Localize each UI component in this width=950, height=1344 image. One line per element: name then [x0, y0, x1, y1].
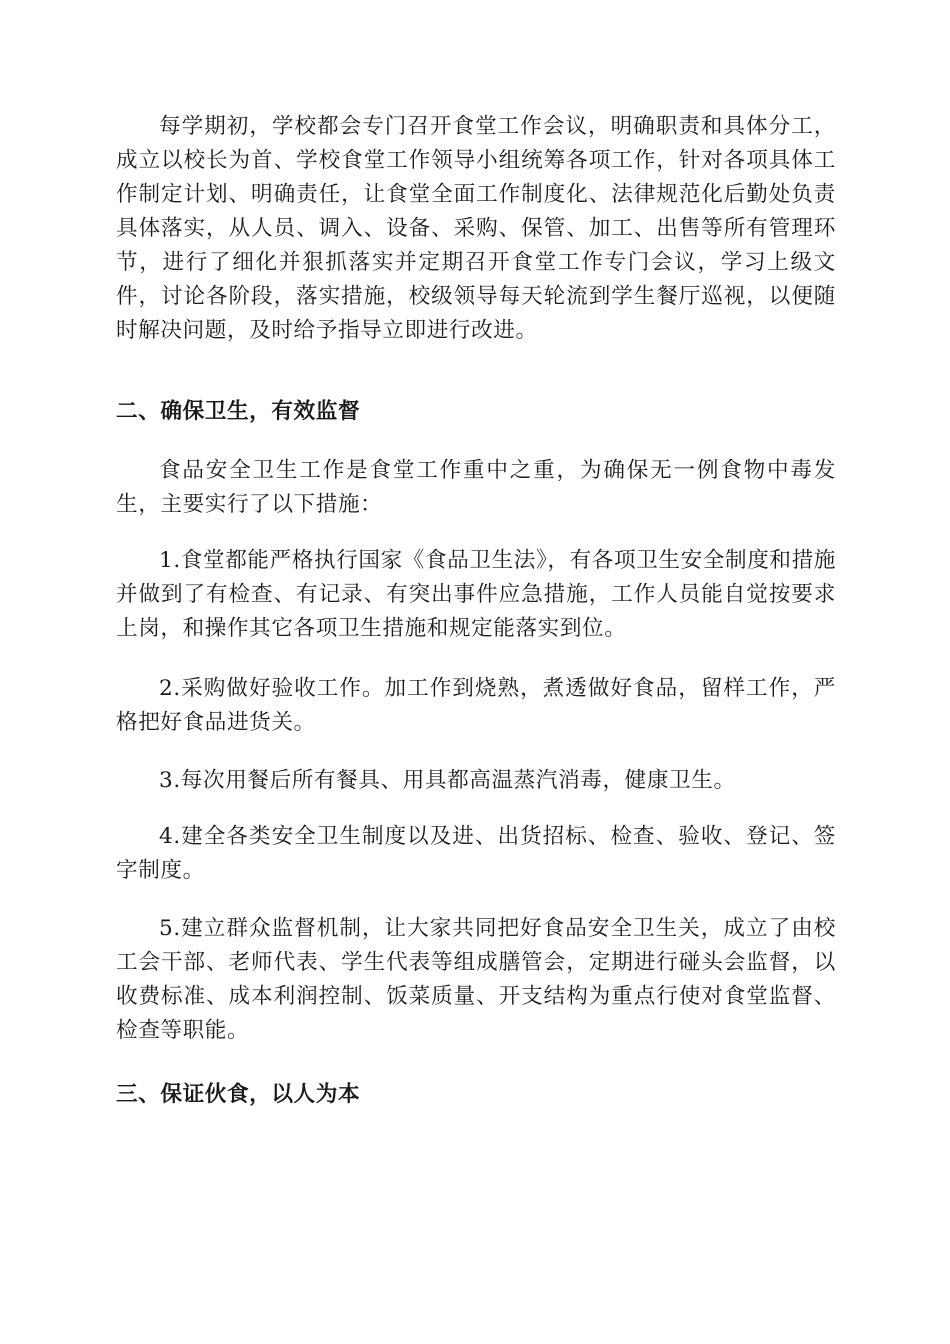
- list-item-2: 2.采购做好验收工作。加工作到烧熟，煮透做好食品，留样工作，严格把好食品进货关。: [116, 676, 836, 735]
- list-item-5: 5.建立群众监督机制，让大家共同把好食品安全卫生关，成立了由校工会干部、老师代表、学生代表等组成膳管会，定期进行碰头会监督，以收费标准、成本利润控制、饭菜质量、开支结构为重点行使对食堂监督、检查等职能。: [116, 916, 836, 1043]
- section-heading-meals: 三、保证伙食，以人为本: [116, 1082, 361, 1107]
- list-item-3: 3.每次用餐后所有餐具、用具都高温蒸汽消毒，健康卫生。: [159, 768, 736, 793]
- list-item-4: 4.建全各类安全卫生制度以及进、出货招标、检查、验收、登记、签字制度。: [116, 824, 836, 883]
- section-lead-paragraph: 食品安全卫生工作是食堂工作重中之重，为确保无一例食物中毒发生，主要实行了以下措施：: [116, 458, 836, 517]
- intro-paragraph: 每学期初，学校都会专门召开食堂工作会议，明确职责和具体分工，成立以校长为首、学校食堂工作领导小组统筹各项工作，针对各项具体工作制定计划、明确责任，让食堂全面工作制度化、法律规范化后勤处负责具体落实，从人员、调入、设备、采购、保管、加工、出售等所有管理环节，进行了细化并狠抓落实并定期召开食堂工作专门会议，学习上级文件，讨论各阶段，落实措施，校级领导每天轮流到学生餐厅巡视，以便随时解决问题，及时给予指导立即进行改进。: [116, 114, 836, 343]
- list-item-1: 1.食堂都能严格执行国家《食品卫生法》，有各项卫生安全制度和措施并做到了有检查、有记录、有突出事件应急措施，工作人员能自觉按要求上岗，和操作其它各项卫生措施和规定能落实到位。: [116, 548, 836, 641]
- section-heading-hygiene: 二、确保卫生，有效监督: [116, 399, 361, 424]
